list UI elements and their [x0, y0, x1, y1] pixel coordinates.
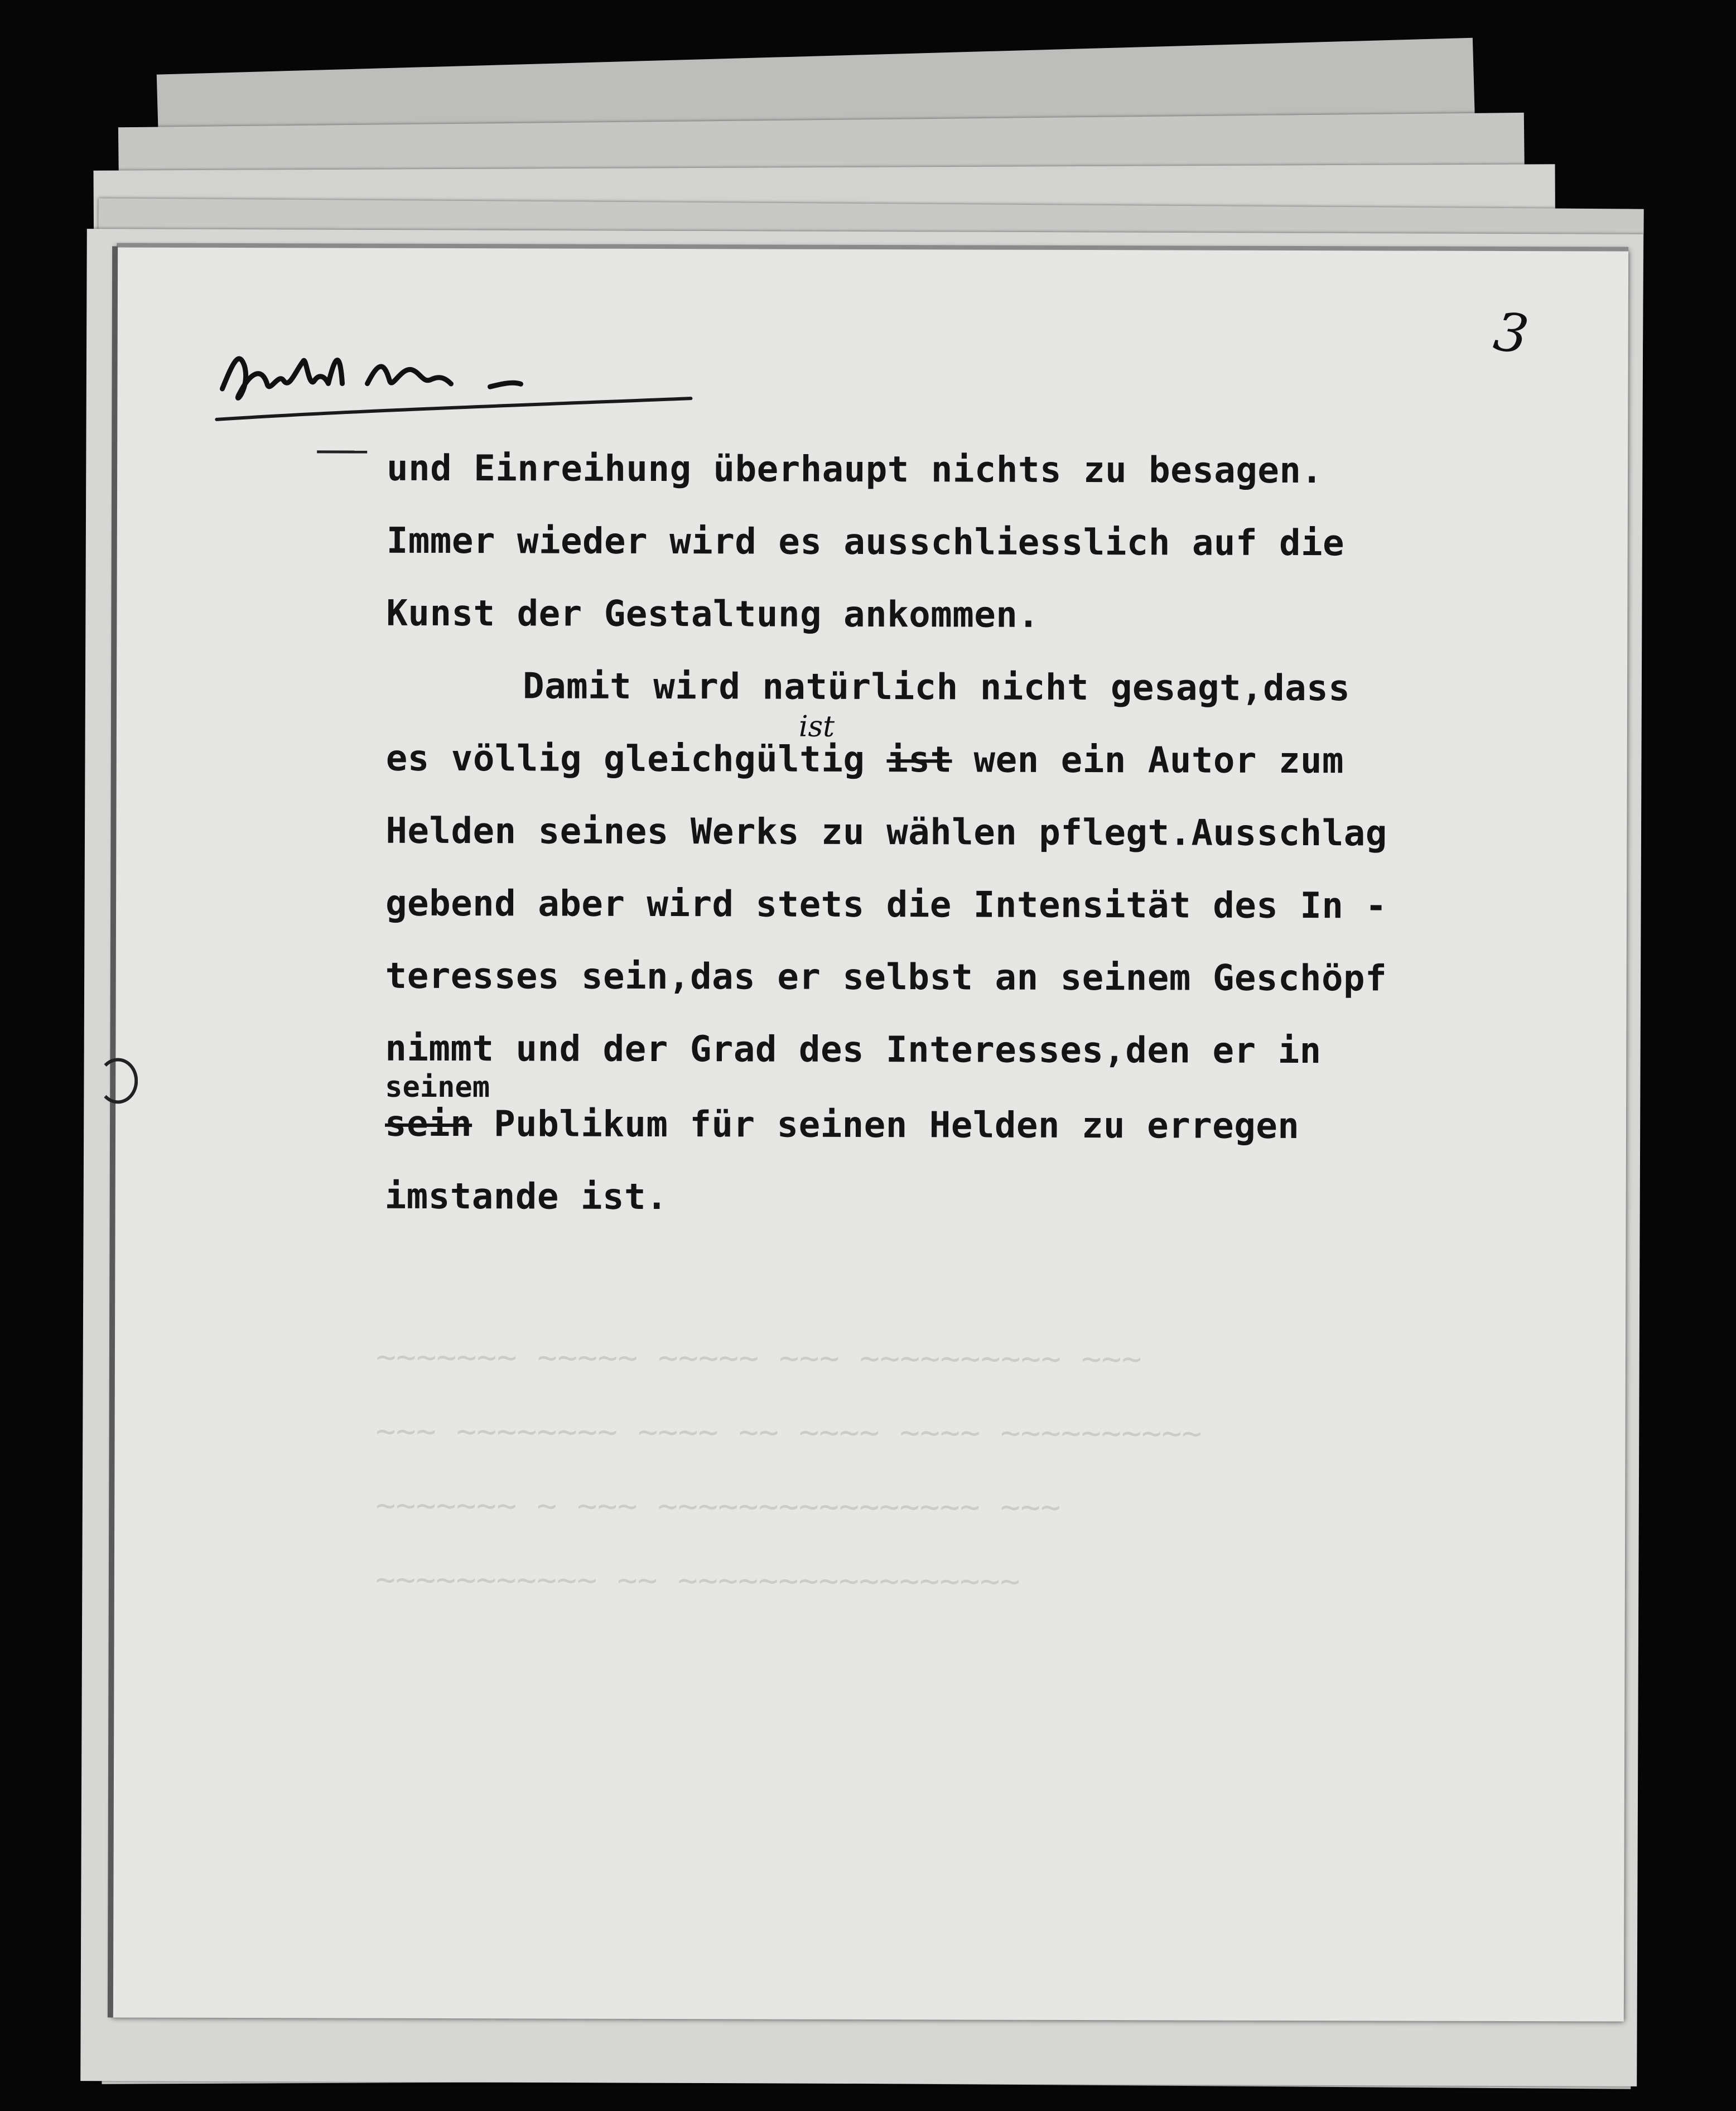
text-line: gebend aber wird stets die Intensität des In -: [385, 883, 1387, 927]
typewritten-page: [112, 246, 1628, 2021]
handwritten-insertion: ist: [798, 710, 835, 744]
text-line: [385, 738, 1344, 782]
text-line: imstande ist.: [384, 1175, 668, 1218]
text-line: nimmt und der Grad des Interesses,den er in: [385, 1028, 1322, 1072]
stray-mark: [317, 450, 367, 453]
typed-insertion: seinem: [385, 1070, 490, 1105]
text-line: und Einreihung überhaupt nichts zu besagen.: [387, 447, 1323, 492]
overtyped-word: wen: [973, 739, 1039, 781]
text-line: Damit wird natürlich nicht gesagt,dass: [523, 666, 1351, 710]
text-line: Immer wieder wird es ausschliesslich auf die: [386, 520, 1345, 565]
text-fragment: Publikum für seinen Helden zu erregen: [494, 1103, 1300, 1148]
binder-hole: [98, 1058, 138, 1103]
text-line: teresses sein,das er selbst an seinem Geschöpf: [385, 955, 1387, 1000]
text-line: Kunst der Gestaltung ankommen.: [386, 592, 1040, 636]
text-fragment: es völlig gleichgültig: [385, 738, 865, 780]
text-line: Helden seines Werks zu wählen pflegt.Ausschlag: [385, 810, 1387, 855]
bleed-through-texture: ~~~~~~~ ~~~~~ ~~~~~ ~~~ ~~~~~~~~~~ ~~~ ~~~ ~~~~~~~~ ~~~~ ~~ ~~~~ ~~~~ ~~~~~~~~~~ ~~~~~~~ ~ ~~~ ~~~~~~~~~~~~~~~~ ~~~ ~~~~~~~~~~~ ~~ ~~~~~~~~~~~~~~~~~: [375, 1337, 1202, 1601]
handwritten-signature: [200, 327, 702, 429]
struck-word: ist: [886, 739, 952, 781]
text-line: [384, 1103, 1300, 1148]
struck-word: sein: [384, 1103, 472, 1145]
text-fragment: ein Autor zum: [1060, 739, 1344, 782]
page-number: 3: [1490, 301, 1532, 367]
